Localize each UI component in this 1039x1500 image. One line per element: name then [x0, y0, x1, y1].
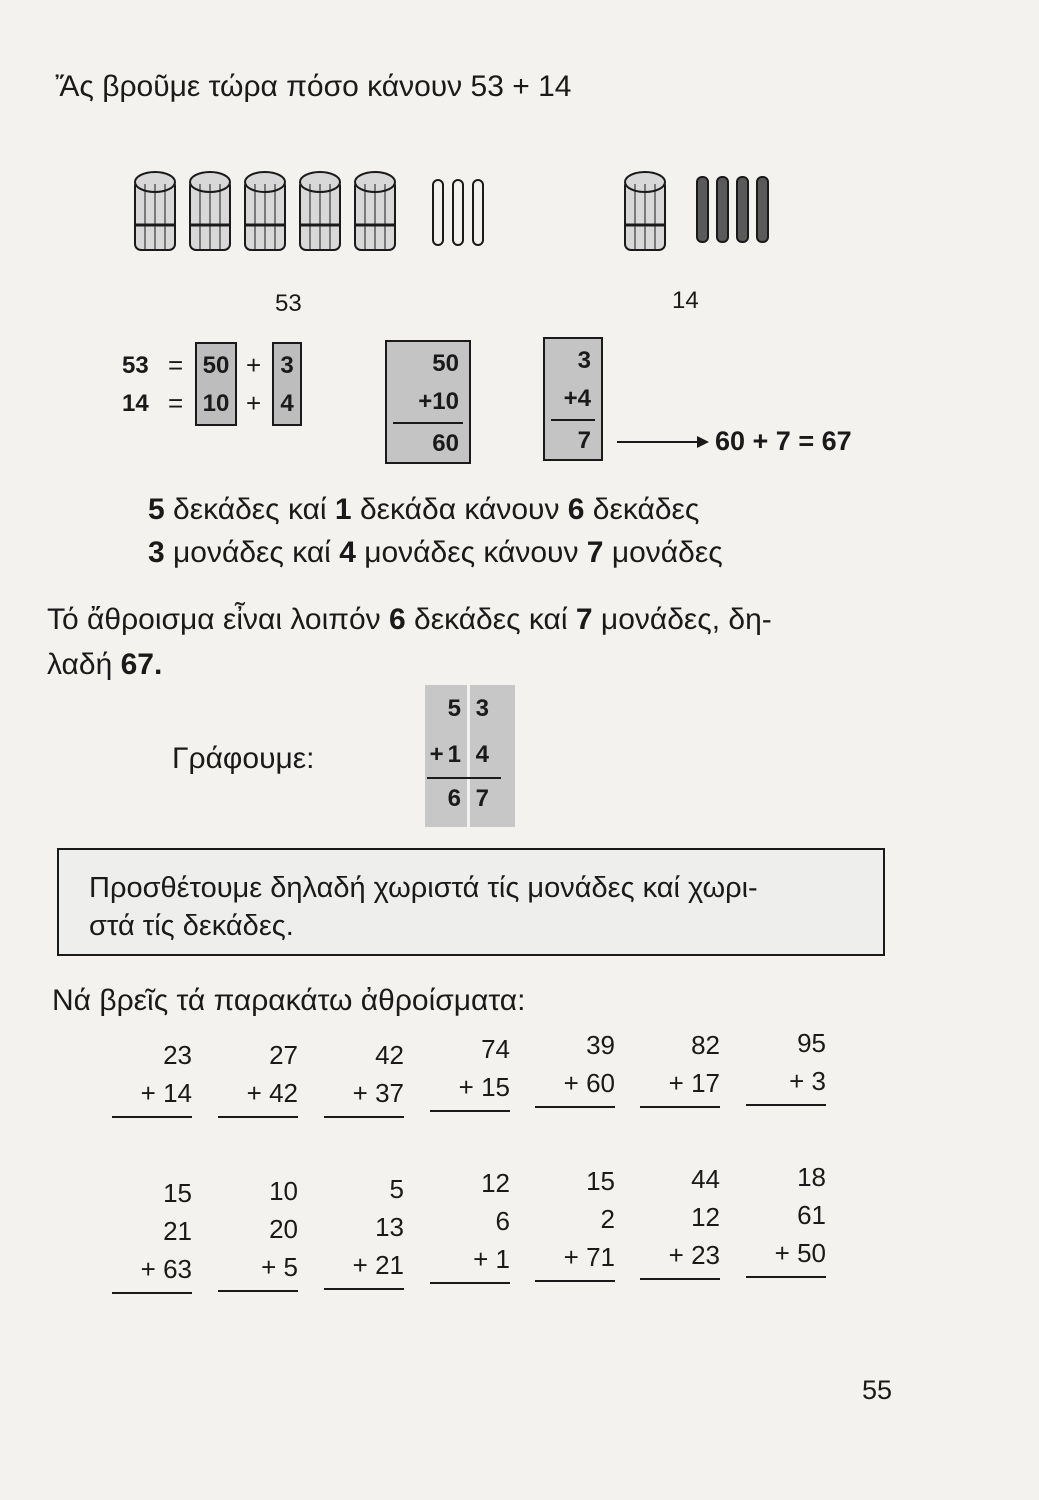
- exercise: 23 + 14: [112, 1036, 192, 1118]
- exercise: 18 61 + 50: [746, 1158, 826, 1278]
- sum-statement: Τό ἄθροισμα εἶναι λοιπόν 6 δεκάδες καί 7 μονάδες, δη-: [47, 603, 772, 636]
- tens-10: 10: [202, 390, 230, 417]
- exercise: 42 + 37: [324, 1036, 404, 1118]
- bundle-label-53: 53: [275, 290, 302, 317]
- rule-box: [57, 848, 885, 956]
- exercise: 39 + 60: [535, 1026, 615, 1108]
- exercise: 15 2 + 71: [535, 1162, 615, 1282]
- exercise: 27 + 42: [218, 1036, 298, 1118]
- final-equation: 60 + 7 = 67: [715, 426, 852, 456]
- plus-sign: +: [246, 388, 262, 418]
- stick-bundles-illustration: [125, 165, 785, 255]
- bundles-14: [625, 172, 768, 250]
- exercise: 95 + 3: [746, 1024, 826, 1106]
- units-box: [272, 342, 302, 426]
- tens-explanation: 5 δεκάδες καί 1 δεκάδα κάνουν 6 δεκάδες: [148, 493, 700, 526]
- tens-sum-b: +10: [418, 388, 459, 415]
- equals-sign: =: [168, 350, 184, 380]
- bundles-53: [135, 172, 483, 250]
- write-label: Γράφουμε:: [172, 742, 315, 775]
- written-sum: [425, 685, 515, 827]
- exercise-title: Νά βρεῖς τά παρακάτω ἀθροίσματα:: [52, 984, 526, 1017]
- written-result: 6 7: [447, 785, 493, 812]
- units-3: 3: [280, 352, 294, 379]
- written-row2: +1 4: [429, 741, 493, 768]
- units-sum-result: 7: [577, 427, 591, 454]
- rule-line-2: στά τίς δεκάδες.: [89, 910, 294, 942]
- bundle-label-14: 14: [672, 287, 699, 314]
- units-sum-box: [543, 337, 603, 461]
- tens-sum-a: 50: [432, 350, 459, 377]
- exercise: 12 6 + 1: [430, 1164, 510, 1284]
- decomp-14: 14: [122, 390, 149, 417]
- written-row1: 5 3: [447, 695, 493, 722]
- units-explanation: 3 μονάδες καί 4 μονάδες κάνουν 7 μονάδες: [148, 536, 723, 569]
- tens-sum-box: [385, 340, 471, 464]
- rule-line-1: Προσθέτουμε δηλαδή χωριστά τίς μονάδες καί χωρι-: [89, 872, 758, 904]
- equals-sign: =: [168, 388, 184, 418]
- page-number: 55: [862, 1375, 893, 1405]
- exercise: 44 12 + 23: [640, 1160, 720, 1280]
- sum-statement-cont: λαδή 67.: [47, 648, 163, 681]
- exercise: 15 21 + 63: [112, 1174, 192, 1294]
- units-sum-b: +4: [563, 385, 591, 412]
- units-4: 4: [280, 390, 294, 417]
- plus-sign: +: [246, 350, 262, 380]
- decomp-53: 53: [122, 352, 149, 379]
- units-sum-a: 3: [577, 347, 591, 374]
- exercise: 74 + 15: [430, 1030, 510, 1112]
- exercise: 10 20 + 5: [218, 1172, 298, 1292]
- exercise: 82 + 17: [640, 1026, 720, 1108]
- intro-text: Ἄς βροῦμε τώρα πόσο κάνουν 53 + 14: [55, 70, 572, 103]
- tens-50: 50: [202, 352, 230, 379]
- exercise: 5 13 + 21: [324, 1170, 404, 1290]
- arrow-right-icon: [615, 432, 710, 452]
- tens-sum-result: 60: [432, 430, 459, 457]
- tens-box: [195, 342, 237, 426]
